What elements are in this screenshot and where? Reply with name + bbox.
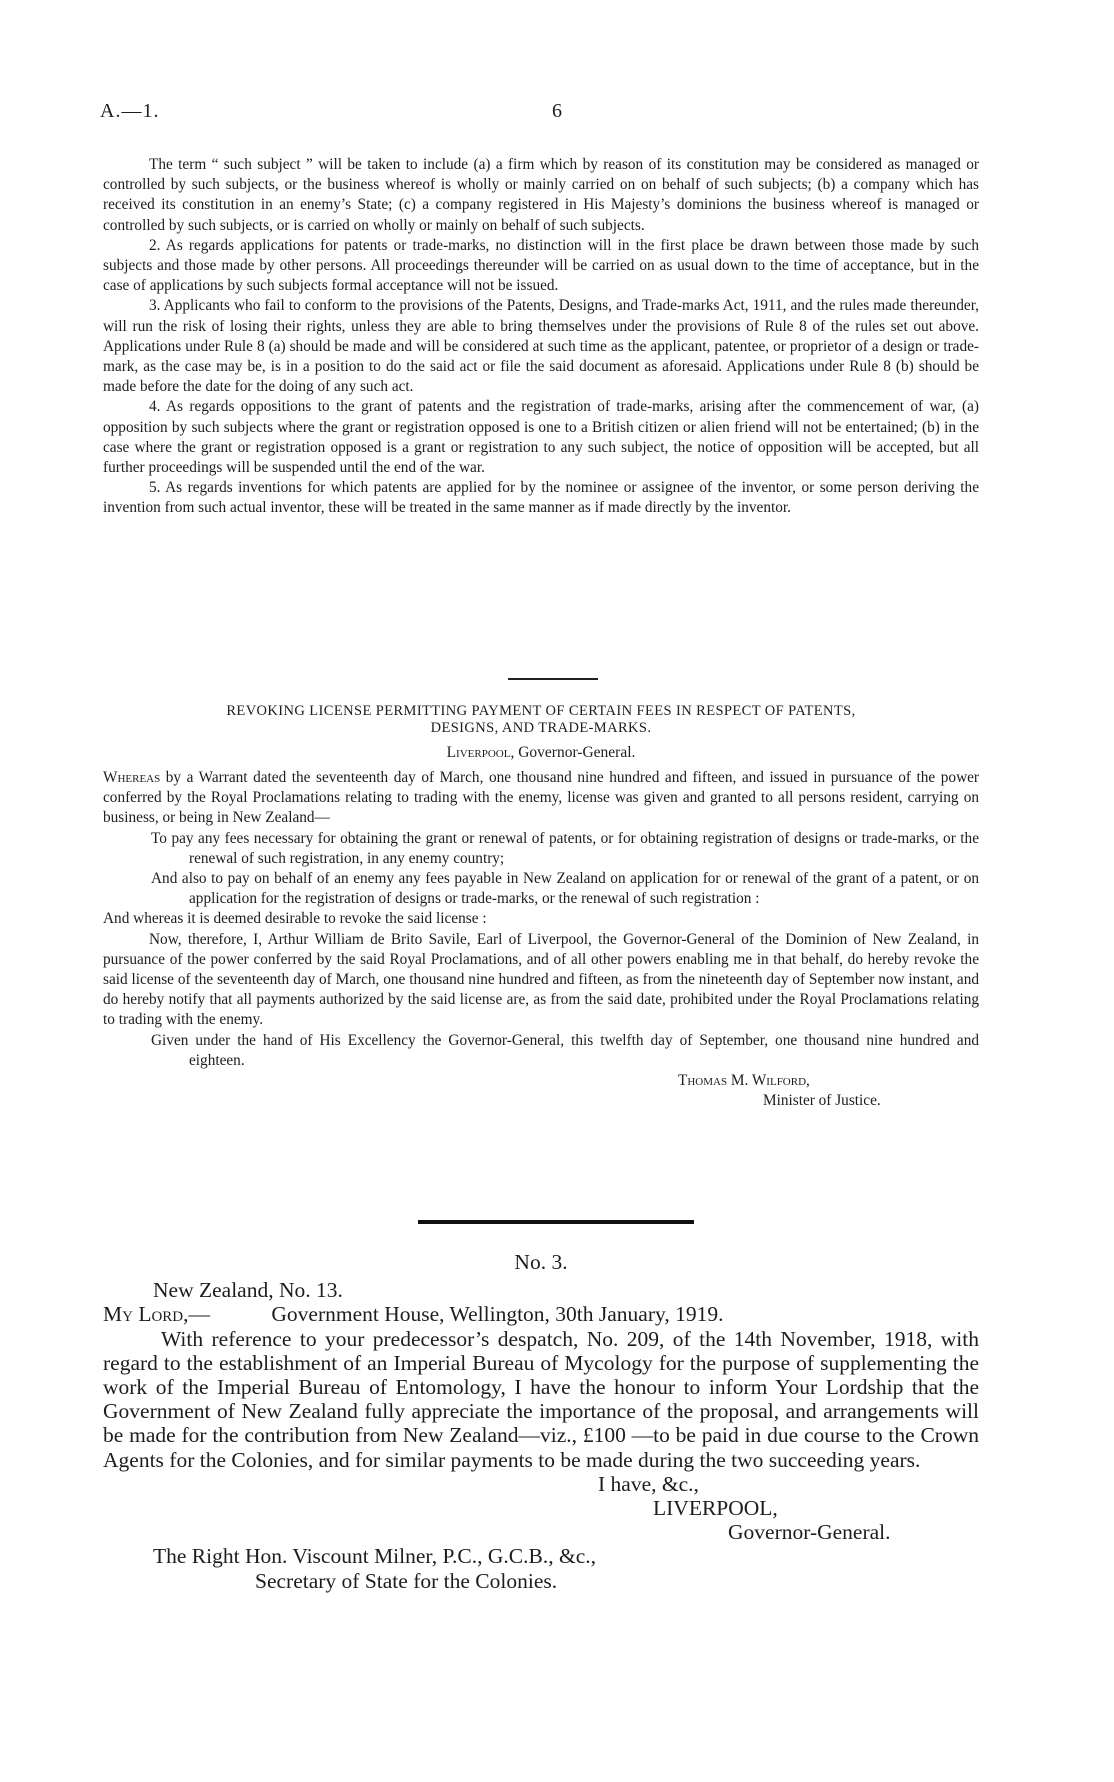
signatory-name: Thomas M. Wilford,: [678, 1072, 810, 1090]
signer-name: LIVERPOOL,: [653, 1496, 778, 1521]
section-rule: [418, 1220, 694, 1224]
revocation-warrant: [103, 768, 979, 1111]
given-paragraph: Given under the hand of His Excellency the Governor-General, this twelfth day of September, one thousand nine hundred and eighteen.: [151, 1031, 979, 1069]
license-item-2: And also to pay on behalf of an enemy any fees payable in New Zealand on application for or renewal of the grant of a patent, or on application for the registration of designs or trade-marks, or the renewal of such registration :: [151, 870, 979, 908]
paragraph-3: 3. Applicants who fail to conform to the provisions of the Patents, Designs, and Trade-marks Act, 1911, and the rules made thereunder, will run the risk of losing their rights, unless they are able to bring themselves under the provisions of Rule 8 of the rules set out above. Applications under Rule 8 (a) should be made and will be considered at such time as the applicant, patentee, or proprietor of a design or trade-mark, as the case may be, is in a position to do the said act or file the said document as aforesaid. Applications under Rule 8 (b) should be made before the date for the doing of any such act.: [103, 297, 979, 396]
salutation-line: [103, 1302, 979, 1326]
and-whereas-paragraph: And whereas it is deemed desirable to revoke the said license :: [103, 910, 487, 928]
despatch-number: No. 3.: [514, 1250, 568, 1274]
section-divider: [508, 678, 598, 680]
issuer-name: Liverpool,: [446, 744, 515, 761]
page-number: 6: [552, 100, 562, 122]
closing: I have, &c.,: [598, 1471, 699, 1496]
despatch-reference: New Zealand, No. 13.: [153, 1278, 343, 1303]
page-header: [100, 100, 1014, 130]
despatch-body: With reference to your predecessor’s despatch, No. 209, of the 14th November, 1918, with regard to the establishment of an Imperial Bureau of Mycology for the purpose of supplementing the work of the Imperial Bureau of Entomology, I have the honour to inform Your Lordship that the Government of New Zealand fully appreciate the importance of the proposal, and arrangements will be made for the contribution from New Zealand—viz., £100 —to be paid in due course to the Crown Agents for the Colonies, and for similar payments to be made during the two succeeding years.: [103, 1326, 979, 1472]
whereas-text: by a Warrant dated the seventeenth day of March, one thousand nine hundred and fifteen, and issued in pursuance of the power conferred by the Royal Proclamations relating to trading with the enemy, license was given and granted to all persons resident, carrying on business, or being in New Zealand—: [103, 769, 979, 827]
signatory-title: Minister of Justice.: [763, 1092, 881, 1110]
paragraph-5: 5. As regards inventions for which patents are applied for by the nominee or assignee of the inventor, or some person deriving the invention from such actual inventor, these will be treated in the same manner as if made directly by the inventor.: [103, 479, 979, 517]
paragraph-2: 2. As regards applications for patents or trade-marks, no distinction will in the first place be drawn between those made by such subjects and those made by other persons. All proceedings thereunder will be carried on as usual down to the time of acceptance, but in the case of applications by such subjects formal acceptance will not be issued.: [103, 236, 979, 295]
issuer-line: [103, 743, 979, 763]
now-therefore-paragraph: Now, therefore, I, Arthur William de Brito Savile, Earl of Liverpool, the Governor-General of the Dominion of New Zealand, in pursuance of the power conferred by the said Royal Proclamations, and of all other powers enabling me in that behalf, do hereby revoke the said license of the seventeenth day of March, one thousand nine hundred and fifteen, as from the nineteenth day of September now instant, and do hereby notify that all payments authorized by the said license are, as from the said date, prohibited under the Royal Proclamations relating to trading with the enemy.: [103, 930, 979, 1029]
section-title-line-1: REVOKING LICENSE PERMITTING PAYMENT OF CERTAIN FEES IN RESPECT OF PATENTS,: [226, 703, 856, 719]
place-date: Government House, Wellington, 30th January, 1919.: [271, 1302, 724, 1327]
issuer-title: Governor-General.: [518, 744, 636, 761]
section-title: [103, 703, 979, 737]
salutation: My Lord,—: [103, 1302, 211, 1327]
addressee: The Right Hon. Viscount Milner, P.C., G.C.B., &c.,: [153, 1544, 596, 1569]
signer-title: Governor-General.: [728, 1520, 891, 1545]
document-reference: A.—1.: [100, 100, 160, 122]
addressee-title: Secretary of State for the Colonies.: [255, 1568, 558, 1593]
section-title-line-2: DESIGNS, AND TRADE-MARKS.: [430, 720, 652, 736]
whereas-paragraph: [103, 768, 979, 829]
paragraph-4: 4. As regards oppositions to the grant of patents and the registration of trade-marks, arising after the commencement of war, (a) opposition by such subjects where the grant or registration opposed is one to a British citizen or alien friend will not be entertained; (b) in the case where the grant or registration opposed is a grant or registration to any such subject, the notice of opposition will be accepted, but all further proceedings will be suspended until the end of the war.: [103, 398, 979, 477]
paragraph-such-subject: The term “ such subject ” will be taken to include (a) a firm which by reason of its constitution may be considered as managed or controlled by such subjects, or the business whereof is wholly or mainly carried on on behalf of such subjects; (b) a company which has received its constitution in an enemy’s State; (c) a company registered in His Majesty’s dominions the business whereof is managed or controlled by such subjects, or is carried on wholly or mainly on behalf of such subjects.: [103, 156, 979, 234]
whereas-word: Whereas: [103, 769, 161, 786]
license-item-1: To pay any fees necessary for obtaining the grant or renewal of patents, or for obtaining registration of designs or trade-marks, or the renewal of such registration, in any enemy country;: [151, 829, 979, 867]
patent-rules-section: [103, 155, 979, 519]
despatch-no-3: [103, 1250, 979, 1593]
